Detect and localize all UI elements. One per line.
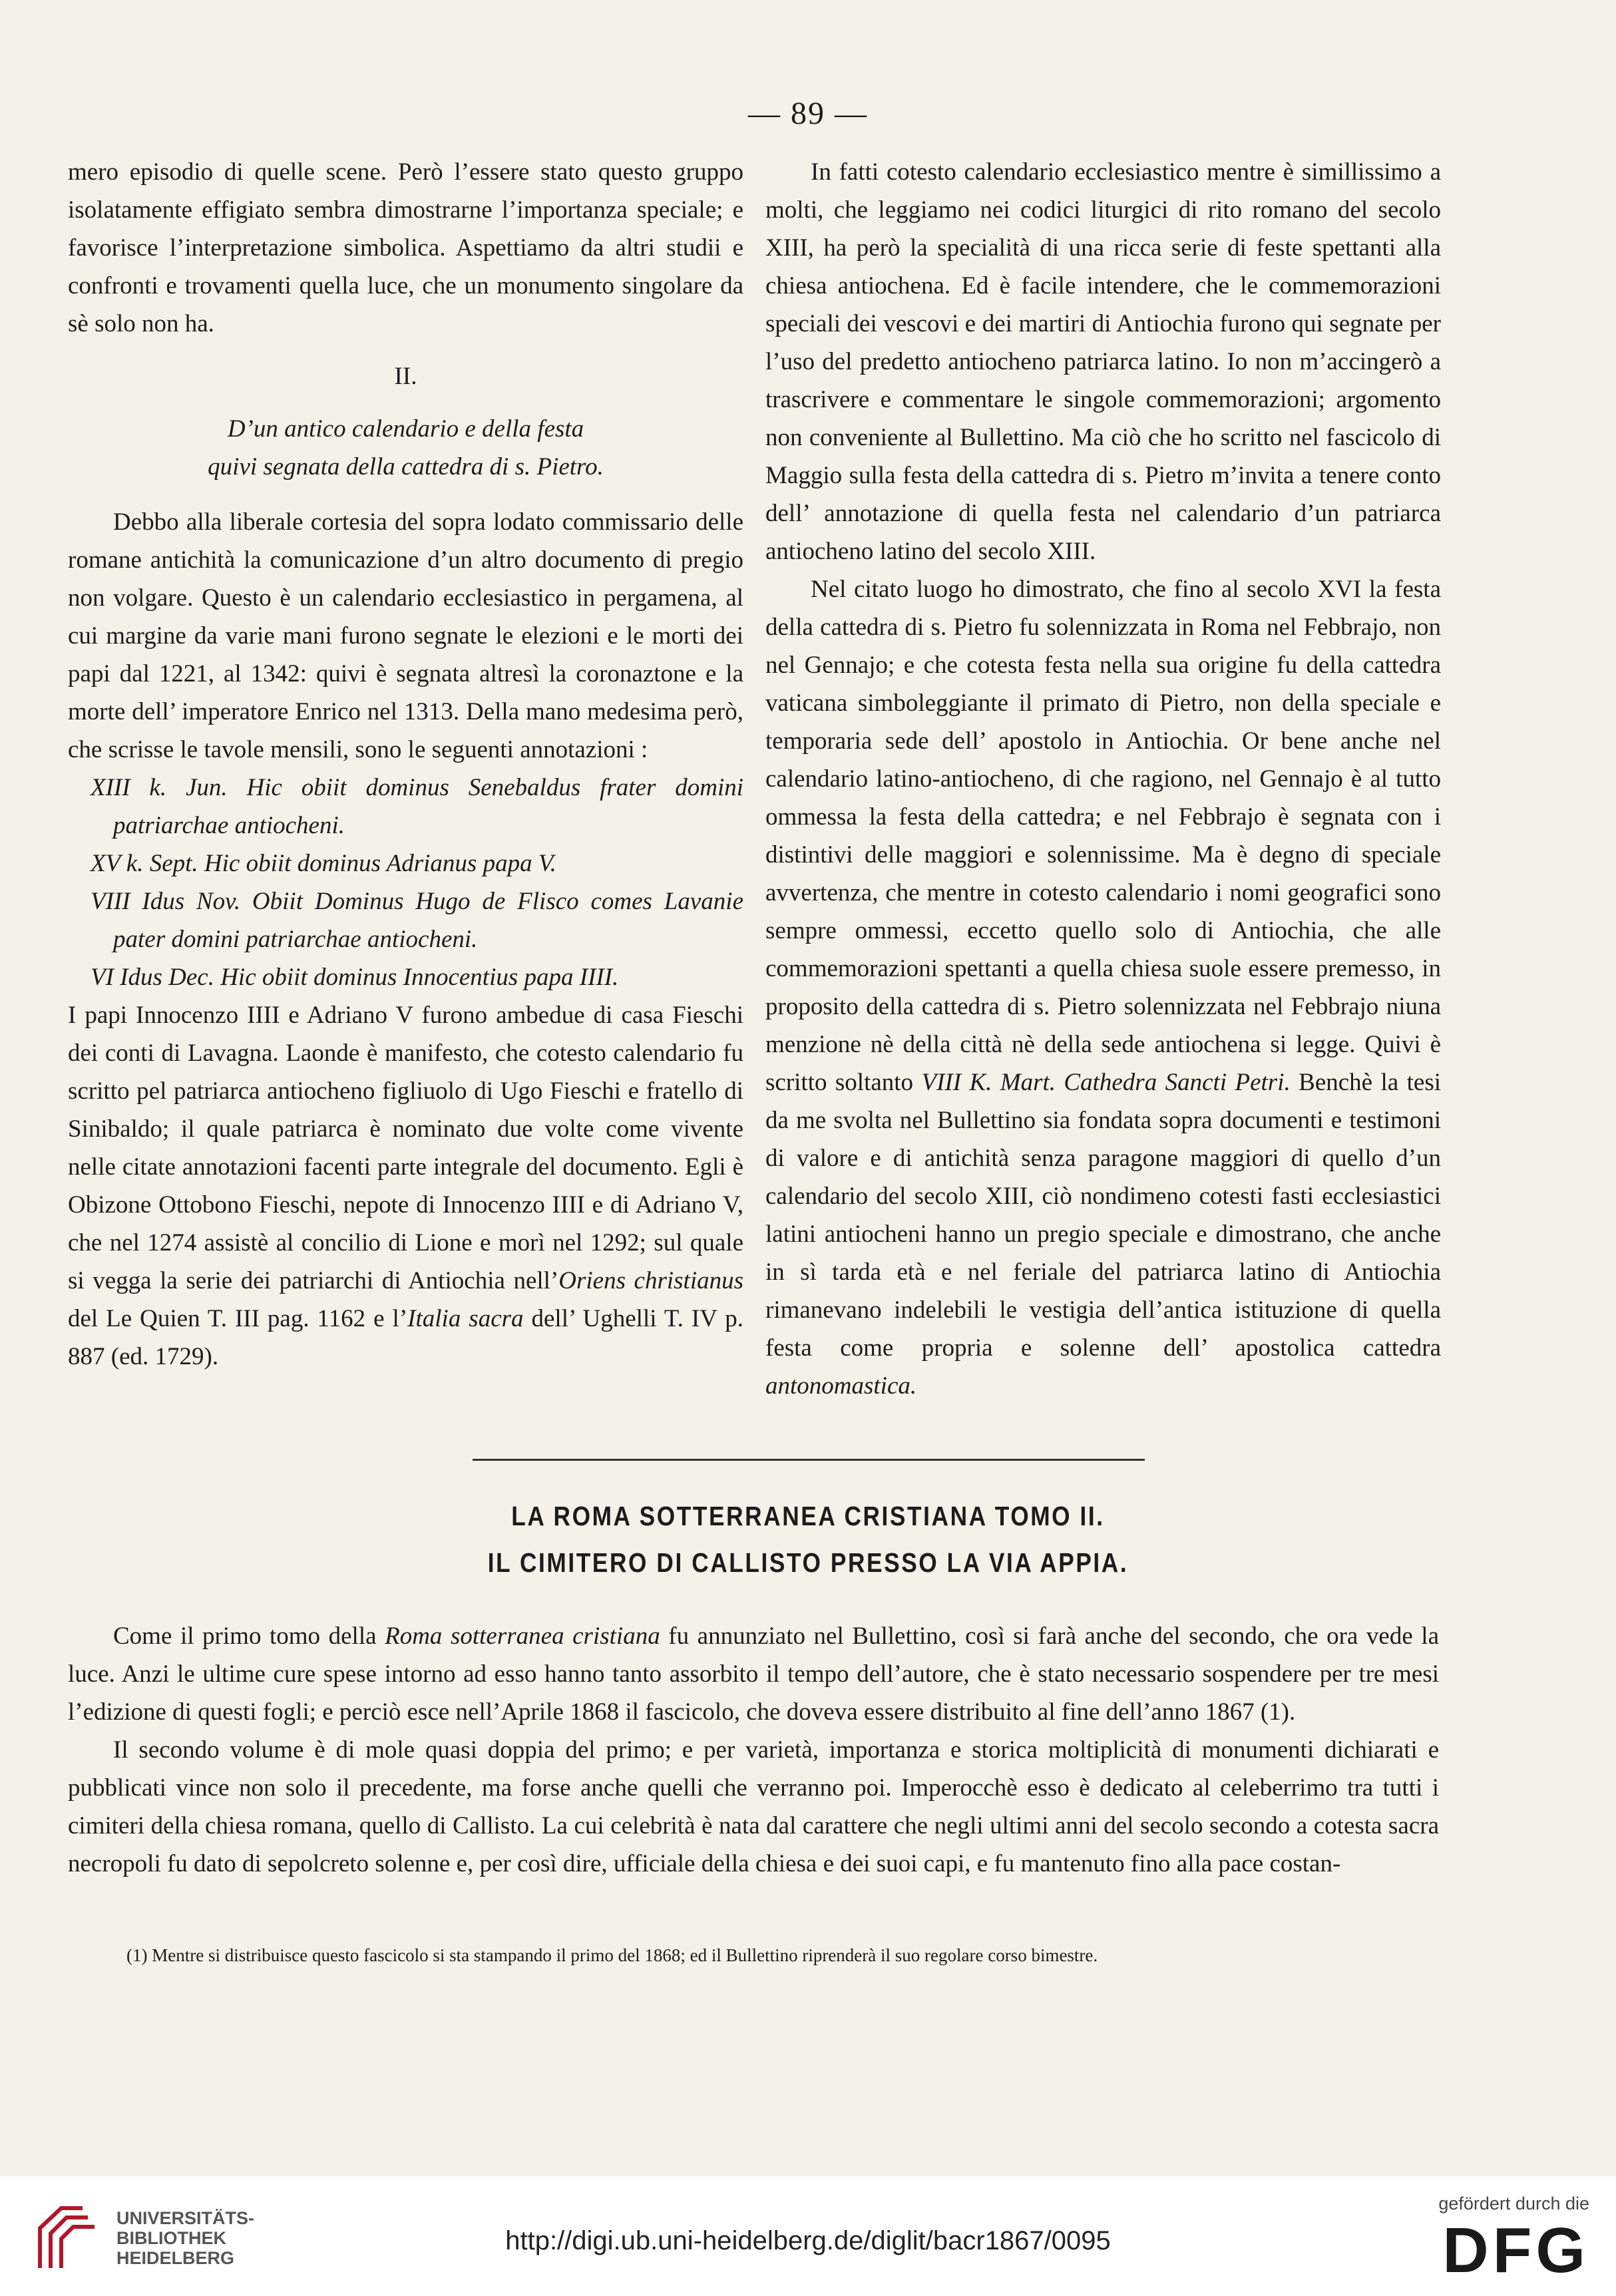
text-run: dell’ Ughelli T. IV p. 887 (ed. 1729).: [68, 1305, 743, 1370]
left-column: [68, 153, 743, 1376]
annotation: XV k. Sept. Hic obiit dominus Adrianus papa V.: [91, 850, 556, 877]
text-run: I papi Innocenzo IIII e Adriano V furono ambedue di casa Fieschi dei conti di Lavagna. Laonde è manifesto, che cotesto calendario fu scritto pel patriarca antiocheno figliuolo di Ugo Fieschi e fratello di Sinibaldo; il quale patriarca è nominato due volte come vivente nelle citate annotazioni facenti parte integrale del documento. Egli è Obizone Ottobono Fieschi, nepote di Innocenzo IIII e di Adriano V, che nel 1274 assistè al concilio di Lione e morì nel 1292; sul quale si vegga la serie dei patriarchi di Antiochia nell’: [68, 1002, 743, 1294]
page-number: — 89 —: [748, 96, 868, 131]
italic-text: Italia sacra: [407, 1305, 524, 1332]
dfg-logo: DFG: [1442, 2215, 1589, 2286]
library-name-line: HEIDELBERG: [116, 2248, 235, 2268]
footer-bar: [0, 2176, 1616, 2296]
right-column: [765, 153, 1441, 1405]
italic-text: Roma sotterranea cristiana: [385, 1623, 660, 1650]
paragraph: [68, 996, 743, 1376]
permalink-url[interactable]: http://digi.ub.uni-heidelberg.de/diglit/bacr1867/0095: [505, 2226, 1111, 2255]
divider: [473, 1459, 1145, 1461]
text-run: del Le Quien T. III pag. 1162 e l’: [68, 1305, 408, 1332]
italic-text: Oriens christianus: [558, 1267, 743, 1294]
paragraph: mero episodio di quelle scene. Però l’essere stato questo gruppo isolatamente effigiato sembra dimostrarne l’importanza speciale; e favorisce l’interpretazione simbolica. Aspettiamo da altri studii e confronti e trovamenti quella luce, che un monumento singolare da sè solo non ha.: [68, 158, 743, 337]
paragraph: Il secondo volume è di mole quasi doppia del primo; e per varietà, importanza e storica moltiplicità di monumenti dichiarati e pubblicati vince non solo il precedente, ma forse anche quelli che verranno poi. Imperocchè esso è dedicato al celeberrimo tra tutti i cimiteri della chiesa romana, quello di Callisto. La cui celebrità è nata dal carattere che negli ultimi anni del secolo secondo a cotesta sacra necropoli fu dato di sepolcreto solenne e, per così dire, ufficiale della chiesa e dei suoi capi, e fu mantenuto fino alla pace costan-: [68, 1736, 1439, 1877]
paragraph: Debbo alla liberale cortesia del sopra lodato commissario delle romane antichità la comunicazione d’un altro documento di pregio non volgare. Questo è un calendario ecclesiastico in pergamena, al cui margine da varie mani furono segnate le elezioni e le morti dei papi dal 1221, al 1342: quivi è segnata altresì la coronaztone e la morte dell’ imperatore Enrico nel 1313. Della mano medesima però, che scrisse le tavole mensili, sono le seguenti annotazioni :: [68, 508, 743, 763]
text-run: Come il primo tomo della: [113, 1623, 385, 1650]
italic-text: VIII K. Mart. Cathedra Sancti Petri.: [921, 1069, 1291, 1096]
paragraph: [765, 570, 1441, 1405]
library-name-line: BIBLIOTHEK: [116, 2228, 226, 2248]
footnote: (1) Mentre si distribuisce questo fascicolo si sta stampando il primo del 1868; ed il Bullettino riprenderà il suo regolare corso bimestre.: [126, 1945, 1098, 1965]
article-subheading: IL CIMITERO DI CALLISTO PRESSO LA VIA APPIA.: [487, 1547, 1129, 1578]
italic-text: antonomastica.: [765, 1372, 917, 1400]
annotation: VIII Idus Nov. Obiit Dominus Hugo de Flisco comes Lavanie pater domini patriarchae antiocheni.: [91, 888, 743, 953]
funding-text: gefördert durch die: [1438, 2194, 1589, 2213]
annotation: XIII k. Jun. Hic obiit dominus Senebaldus frater domini patriarchae antiocheni.: [91, 774, 743, 839]
section-title: D’un antico calendario e della festa: [227, 415, 584, 443]
article-heading: LA ROMA SOTTERRANEA CRISTIANA TOMO II.: [511, 1501, 1105, 1531]
paragraph: In fatti cotesto calendario ecclesiastico mentre è simillissimo a molti, che leggiamo nei codici liturgici di rito romano del secolo XIII, ha però la specialità di una ricca serie di feste spettanti alla chiesa antiochena. Ed è facile intendere, che le commemorazioni speciali dei vescovi e dei martiri di Antiochia furono qui segnate per l’uso del predetto antiocheno patriarca latino. Io non m’accingerò a trascrivere e commentare le singole commemorazioni; argomento non conveniente al Bullettino. Ma ciò che ho scritto nel fascicolo di Maggio sulla festa della cattedra di s. Pietro m’invita a tenere conto dell’ annotazione di quella festa nel calendario d’un patriarca antiocheno latino del secolo XIII.: [765, 158, 1441, 565]
annotation: VI Idus Dec. Hic obiit dominus Innocentius papa IIII.: [91, 964, 619, 991]
library-name-line: UNIVERSITÄTS-: [116, 2208, 255, 2228]
section-title: quivi segnata della cattedra di s. Pietro.: [208, 453, 604, 480]
text-run: Nel citato luogo ho dimostrato, che fino al secolo XVI la festa della cattedra di s. Pietro fu solennizzata in Roma nel Febbrajo, non nel Gennajo; e che cotesta festa nella sua origine fu della cattedra vaticana simboleggiante il primato di Pietro, non della speciale e temporaria sede dell’ apostolo in Antiochia. Or bene anche nel calendario latino-antiocheno, di che ragiono, nel Gennajo è al tutto ommessa la festa della cattedra; e nel Febbrajo è segnata con i distintivi delle maggiori e solennissime. Ma è degno di speciale avvertenza, che mentre in cotesto calendario i nomi geografici sono sempre ommessi, eccetto quello solo di Antiochia, che alle commemorazioni spettanti a quella chiesa suole essere premesso, in proposito della cattedra di s. Pietro solennizzata nel Febbrajo niuna menzione nè della città nè della sede antiochena si legge. Quivi è scritto soltanto: [765, 576, 1441, 1096]
text-run: fu annunziato nel Bullettino, così si farà anche del secondo, che ora vede la luce. Anzi le ultime cure spese intorno ad esso hanno tanto assorbito il tempo dell’autore, che è stato necessario sospendere per tre mesi l’edizione di questi fogli; e perciò esce nell’Aprile 1868 il fascicolo, che doveva essere distribuito al fine dell’anno 1867 (1).: [68, 1623, 1440, 1726]
paragraph: [68, 1617, 1439, 1731]
section-number: II.: [394, 363, 417, 390]
text-run: Benchè la tesi da me svolta nel Bullettino sia fondata sopra documenti e testimoni di valore e di antichità senza paragone maggiori di quello d’un calendario del secolo XIII, ciò nondimeno cotesti fasti ecclesiastici latini antiocheni hanno un pregio speciale e dimostrano, che anche in sì tarda età e nel feriale del patriarca latino di Antiochia rimanevano indelebili le vestigia dell’antica istituzione di quella festa come propria e solenne dell’ apostolica cattedra: [765, 1069, 1441, 1362]
full-width-text: [68, 1617, 1439, 1883]
